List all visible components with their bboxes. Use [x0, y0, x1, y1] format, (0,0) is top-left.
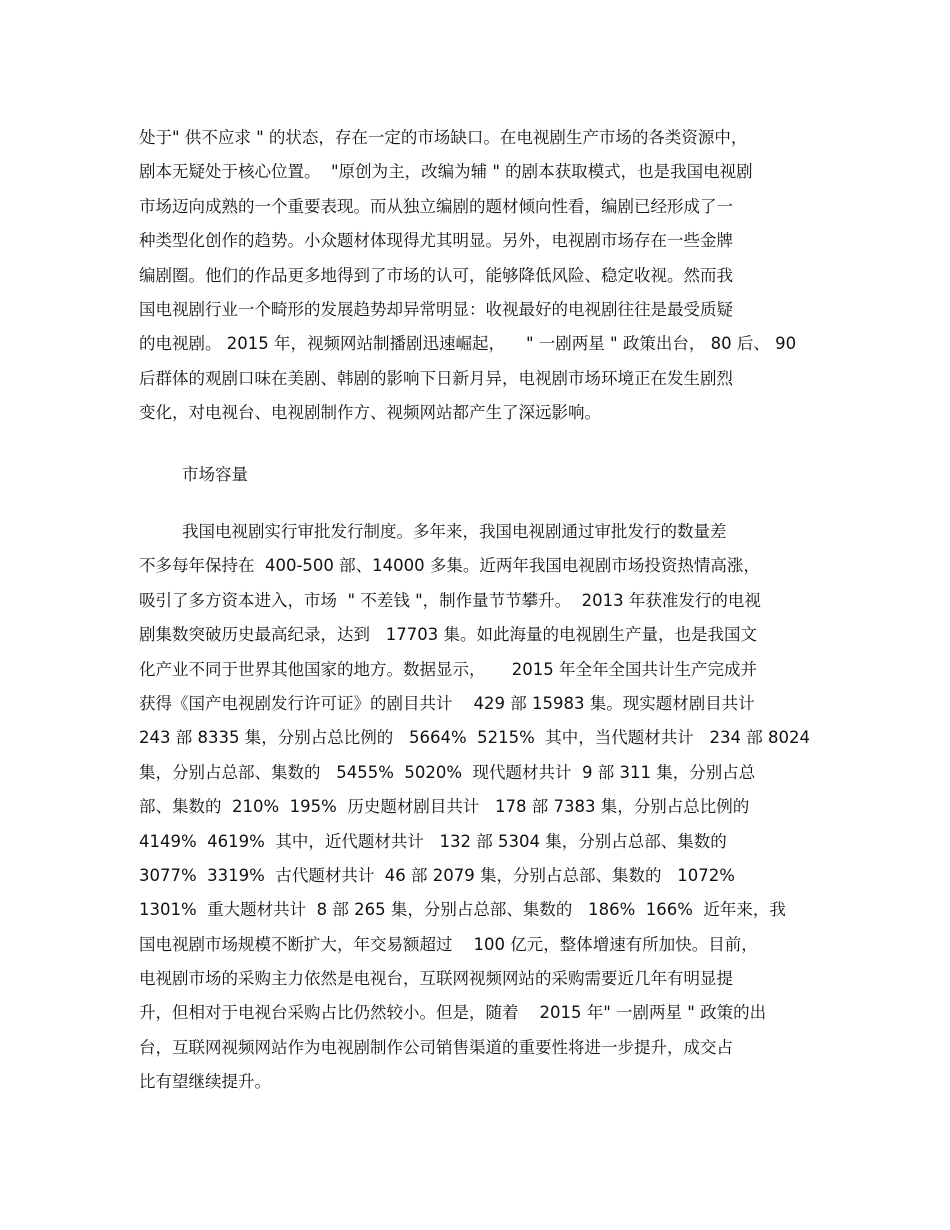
text-line: 国电视剧市场规模不断扩大，年交易额超过 100 亿元，整体增速有所加快。目前，	[139, 934, 758, 954]
paragraph-intro	[139, 121, 819, 431]
text-line: 升，但相对于电视台采购占比仍然较小。但是，随着 2015 年" 一剧两星 " 政策的出	[139, 1003, 767, 1023]
section-heading-text: 市场容量	[182, 465, 248, 484]
text-line: 市场迈向成熟的一个重要表现。而从独立编剧的题材倾向性看，编剧已经形成了一	[139, 196, 733, 216]
text-line: 电视剧市场的采购主力依然是电视台，互联网视频网站的采购需要近几年有明显提	[139, 969, 733, 989]
text-line: 种类型化创作的趋势。小众题材体现得尤其明显。另外，电视剧市场存在一些金牌	[139, 231, 733, 251]
text-line: 集，分别占总部、集数的 5455% 5020% 现代题材共计 9 部 311 集，分别占总	[139, 762, 756, 782]
text-line: 吸引了多方资本进入，市场 " 不差钱 "，制作量节节攀升。 2013 年获准发行的电视	[139, 590, 761, 610]
text-line: 3077% 3319% 古代题材共计 46 部 2079 集，分别占总部、集数的 1072%	[139, 865, 735, 885]
text-line: 243 部 8335 集，分别占总比例的 5664% 5215% 其中，当代题材共计 234 部 8024	[139, 728, 810, 748]
text-line: 剧集数突破历史最高纪录，达到 17703 集。如此海量的电视剧生产量，也是我国文	[139, 625, 757, 645]
text-line: 部、集数的 210% 195% 历史题材剧目共计 178 部 7383 集，分别占总比例的	[139, 797, 750, 817]
text-line: 的电视剧。 2015 年，视频网站制播剧迅速崛起， " 一剧两星 " 政策出台， 80 后、 90	[139, 334, 797, 354]
text-line: 化产业不同于世界其他国家的地方。数据显示， 2015 年全年全国共计生产完成并	[139, 659, 757, 679]
text-line: 台，互联网视频网站作为电视剧制作公司销售渠道的重要性将进一步提升，成交占	[139, 1037, 733, 1057]
text-line: 1301% 重大题材共计 8 部 265 集，分别占总部、集数的 186% 166% 近年来，我	[139, 900, 786, 920]
text-line: 不多每年保持在 400-500 部、14000 多集。近两年我国电视剧市场投资热情高涨，	[139, 556, 760, 576]
text-line: 国电视剧行业一个畸形的发展趋势却异常明显：收视最好的电视剧往往是最受质疑	[139, 299, 733, 319]
paragraph-market-capacity	[139, 515, 819, 1100]
text-line: 处于" 供不应求 " 的状态，存在一定的市场缺口。在电视剧生产市场的各类资源中，	[139, 128, 748, 147]
text-line: 我国电视剧实行审批发行制度。多年来，我国电视剧通过审批发行的数量差	[182, 522, 727, 541]
text-line: 4149% 4619% 其中，近代题材共计 132 部 5304 集，分别占总部、集数的	[139, 831, 727, 851]
section-heading	[182, 458, 862, 492]
text-line: 剧本无疑处于核心位置。 "原创为主，改编为辅 " 的剧本获取模式，也是我国电视剧	[139, 162, 753, 182]
text-line: 编剧圈。他们的作品更多地得到了市场的认可，能够降低风险、稳定收视。然而我	[139, 265, 733, 285]
text-line: 变化，对电视台、电视剧制作方、视频网站都产生了深远影响。	[139, 403, 601, 423]
text-line: 比有望继续提升。	[139, 1072, 271, 1092]
text-line: 获得《国产电视剧发行许可证》的剧目共计 429 部 15983 集。现实题材剧目共计	[139, 693, 755, 713]
text-line: 后群体的观剧口味在美剧、韩剧的影响下日新月异，电视剧市场环境正在发生剧烈	[139, 368, 733, 388]
